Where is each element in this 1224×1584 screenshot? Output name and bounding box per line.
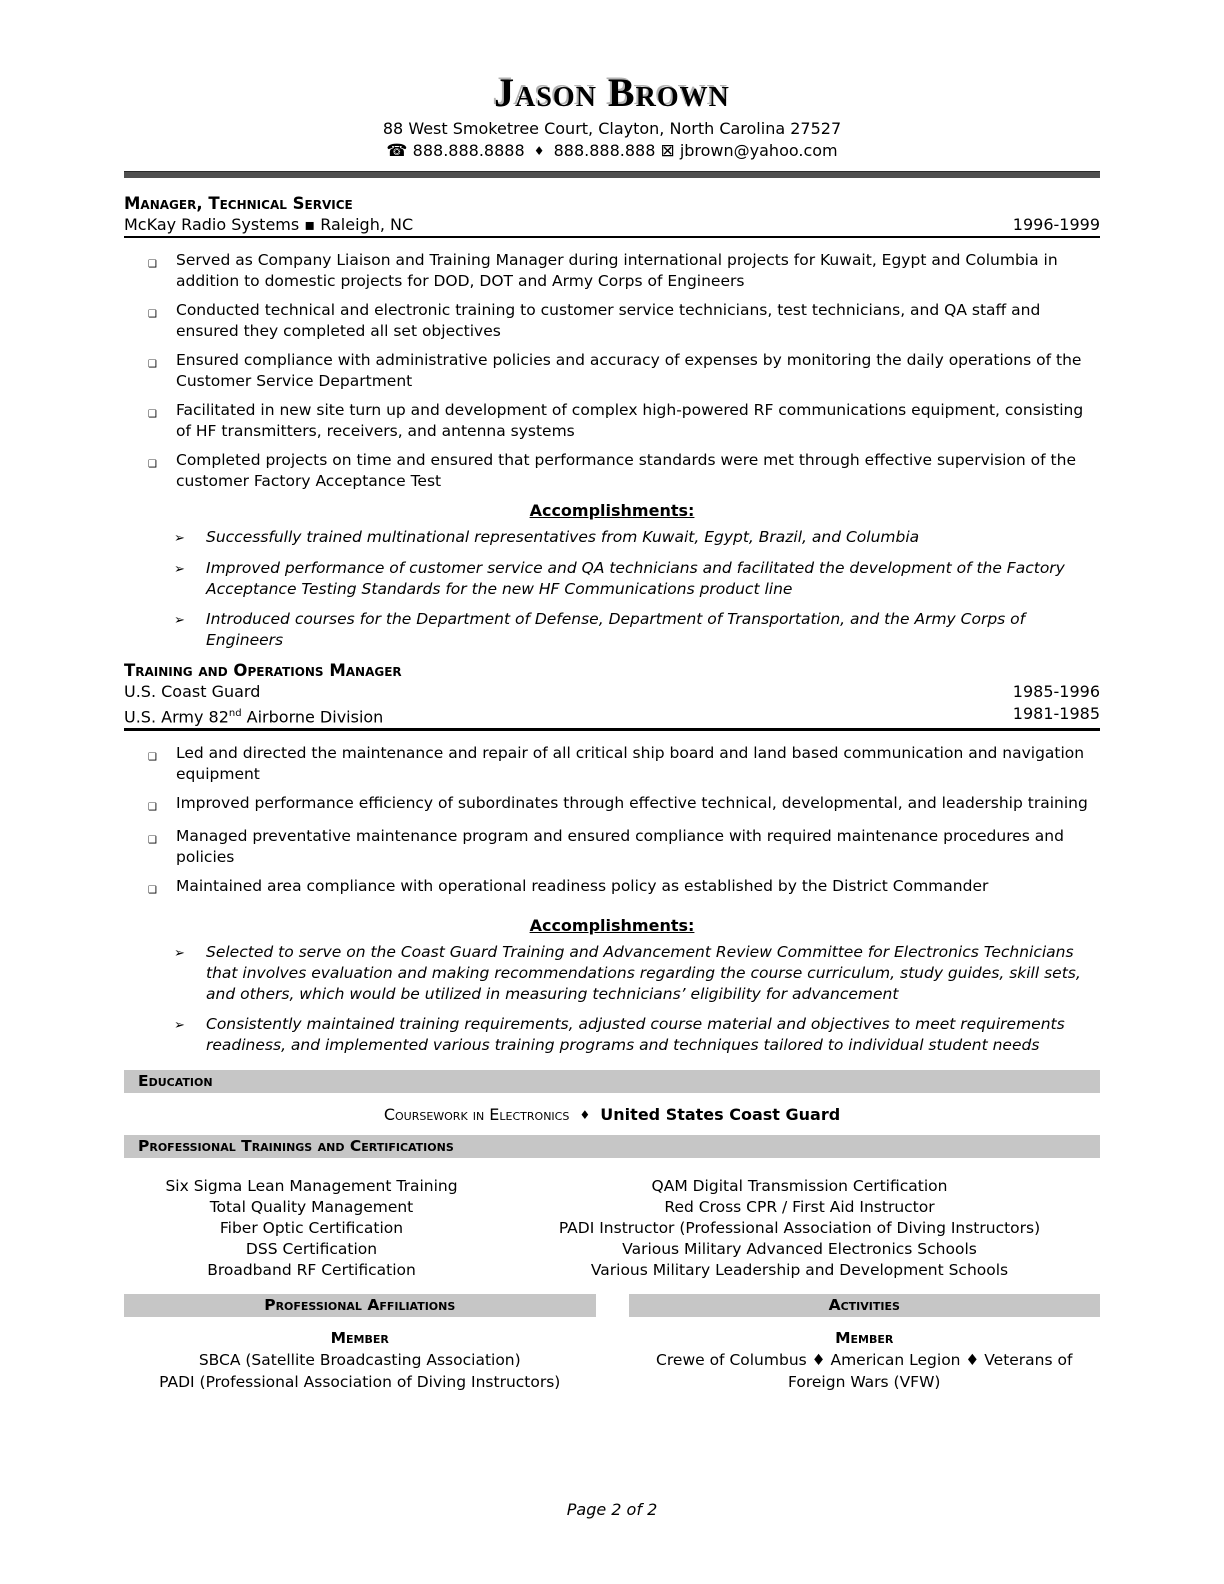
education-coursework: Coursework in Electronics <box>383 1105 570 1125</box>
bullet-text: Ensured compliance with administrative policies and accuracy of expenses by monitoring the daily operations of the Customer Service Department <box>176 351 1082 390</box>
arrow-bullet-icon: ➢ <box>174 946 185 962</box>
certification-item: QAM Digital Transmission Certification <box>651 1177 948 1196</box>
accomplishment-text: Successfully trained multinational representatives from Kuwait, Egypt, Brazil, and Columbia <box>206 528 920 546</box>
employer-name: McKay Radio Systems ▪ Raleigh, NC <box>124 215 414 234</box>
certification-item: Broadband RF Certification <box>207 1261 416 1280</box>
bullet-text: Conducted technical and electronic training to customer service technicians, test technicians, and QA staff and ensured they completed all set objectives <box>176 301 1041 340</box>
bullet-item <box>124 400 1100 442</box>
diamond-separator-icon: ♦ <box>579 1108 591 1123</box>
section-header-activities: Activities <box>629 1294 1101 1317</box>
bullet-text: Served as Company Liaison and Training Manager during international projects for Kuwait, Egypt and Columbia in addition to domestic projects for DOD, DOT and Army Corps of Engineers <box>176 251 1058 290</box>
affiliations-column <box>124 1317 596 1393</box>
member-heading: Member <box>835 1329 894 1348</box>
square-bullet-icon: ❑ <box>148 885 157 897</box>
accomplishment-text: Improved performance of customer service and QA technicians and facilitated the development of the Factory Acceptance Testing Standards for the new HF Communications product line <box>206 559 1065 598</box>
accomplishment-item <box>124 609 1100 651</box>
square-bullet-icon: ❑ <box>148 259 157 270</box>
bullet-text: Led and directed the maintenance and repair of all critical ship board and land based communication and navigation equipment <box>176 744 1085 784</box>
envelope-icon: ⊠ <box>660 141 675 161</box>
employer-row <box>124 703 1100 731</box>
job-title: Training and Operations Manager <box>124 661 402 680</box>
accomplishments-heading: Accomplishments: <box>529 501 695 520</box>
page-number: Page 2 of 2 <box>566 1500 658 1519</box>
bullet-text: Maintained area compliance with operational readiness policy as established by the District Commander <box>176 877 989 896</box>
bullet-text: Improved performance efficiency of subordinates through effective technical, developmental, and leadership training <box>176 794 1088 813</box>
arrow-bullet-icon: ➢ <box>174 531 185 546</box>
job-title: Manager, Technical Service <box>124 194 353 213</box>
section-header-affiliations: Professional Affiliations <box>124 1294 596 1317</box>
education-line <box>124 1104 1100 1126</box>
phone-icon: ☎ <box>386 141 408 161</box>
square-bullet-icon: ❑ <box>148 359 157 370</box>
resume-content <box>124 0 1100 1393</box>
ordinal-superscript: nd <box>228 708 242 719</box>
employment-dates: 1985-1996 <box>1012 682 1100 701</box>
square-bullet-icon: ❑ <box>148 459 157 470</box>
square-bullet-icon: ❑ <box>148 802 157 814</box>
bullet-item <box>124 826 1100 868</box>
member-heading: Member <box>330 1329 389 1348</box>
arrow-bullet-icon: ➢ <box>174 1018 185 1034</box>
employer-row <box>124 214 1100 238</box>
bullet-item <box>124 350 1100 392</box>
affiliations-activities-bars <box>124 1294 1100 1317</box>
certification-item: PADI Instructor (Professional Association of Diving Instructors) <box>558 1219 1041 1238</box>
job-bullet-list <box>124 743 1100 901</box>
section-header-education: Education <box>124 1070 1100 1093</box>
accomplishment-item <box>124 558 1100 600</box>
contact-line <box>124 140 1100 162</box>
accomplishments-list <box>124 527 1100 651</box>
bullet-text: Facilitated in new site turn up and development of complex high-powered RF communications equipment, consisting of HF transmitters, receivers, and antenna systems <box>176 401 1084 440</box>
phone-secondary: 888.888.888 <box>553 141 656 160</box>
square-bullet-icon: ❑ <box>148 309 157 320</box>
header-divider <box>124 171 1100 178</box>
bullet-text: Managed preventative maintenance program and ensured compliance with required maintenance procedures and policies <box>176 827 1064 867</box>
section-header-trainings: Professional Trainings and Certifications <box>124 1135 1100 1158</box>
employment-dates: 1996-1999 <box>1012 215 1100 234</box>
candidate-address: 88 West Smoketree Court, Clayton, North Carolina 27527 <box>382 119 842 138</box>
certification-item: Total Quality Management <box>209 1198 414 1217</box>
square-bullet-icon: ❑ <box>148 835 157 847</box>
accomplishment-item <box>124 527 1100 549</box>
candidate-name: Jason Brown <box>494 70 730 115</box>
accomplishment-text: Selected to serve on the Coast Guard Training and Advancement Review Committee for Electronics Technicians that involves evaluation and making recommendations regarding the course curriculum, study guides, skill sets, and others, which would be utilized in measuring technicians’ eligibility for advancement <box>206 943 1081 1004</box>
activities-column <box>629 1317 1101 1393</box>
bullet-text: Completed projects on time and ensured that performance standards were met through effective supervision of the customer Factory Acceptance Test <box>176 451 1076 490</box>
certification-item: Various Military Leadership and Development Schools <box>590 1261 1009 1280</box>
certification-item: Six Sigma Lean Management Training <box>165 1177 458 1196</box>
bullet-item <box>124 876 1100 901</box>
accomplishment-text: Consistently maintained training requirements, adjusted course material and objectives to meet requirements readiness, and implemented various training programs and techniques tailored to individual student needs <box>206 1015 1065 1055</box>
square-bullet-icon: ❑ <box>148 409 157 420</box>
diamond-separator-icon: ♦ <box>533 144 545 158</box>
activities-text: Crewe of Columbus ♦ American Legion ♦ Veterans of Foreign Wars (VFW) <box>656 1351 1073 1392</box>
membership-columns <box>124 1317 1100 1393</box>
certification-item: Fiber Optic Certification <box>219 1219 404 1238</box>
bullet-item <box>124 300 1100 342</box>
certification-item: Various Military Advanced Electronics Schools <box>622 1240 977 1259</box>
accomplishment-text: Introduced courses for the Department of Defense, Department of Transportation, and the Army Corps of Engineers <box>206 610 1026 649</box>
accomplishment-item <box>124 942 1100 1005</box>
bullet-item <box>124 793 1100 818</box>
certification-item: Red Cross CPR / First Aid Instructor <box>664 1198 935 1217</box>
employer-name: U.S. Army 82nd Airborne Division <box>124 707 384 727</box>
education-school: United States Coast Guard <box>600 1105 841 1125</box>
certifications-right-column <box>499 1176 1100 1281</box>
employer-row <box>124 681 1100 703</box>
bullet-item <box>124 743 1100 785</box>
affiliation-item: PADI (Professional Association of Diving Instructors) <box>159 1373 561 1392</box>
accomplishments-heading: Accomplishments: <box>529 916 695 936</box>
email-address: jbrown@yahoo.com <box>679 141 838 160</box>
certifications-left-column <box>124 1176 499 1281</box>
employment-dates: 1981-1985 <box>1012 704 1100 723</box>
arrow-bullet-icon: ➢ <box>174 562 185 577</box>
job-bullet-list <box>124 250 1100 492</box>
affiliation-item: SBCA (Satellite Broadcasting Association) <box>198 1351 521 1370</box>
accomplishments-list <box>124 942 1100 1056</box>
bullet-item <box>124 450 1100 492</box>
arrow-bullet-icon: ➢ <box>174 613 185 628</box>
certification-item: DSS Certification <box>245 1240 378 1259</box>
accomplishment-item <box>124 1014 1100 1056</box>
phone-primary: 888.888.8888 <box>412 141 525 160</box>
certifications-columns <box>124 1176 1100 1281</box>
bullet-item <box>124 250 1100 292</box>
employer-name: U.S. Coast Guard <box>124 682 261 701</box>
square-bullet-icon: ❑ <box>148 752 157 764</box>
